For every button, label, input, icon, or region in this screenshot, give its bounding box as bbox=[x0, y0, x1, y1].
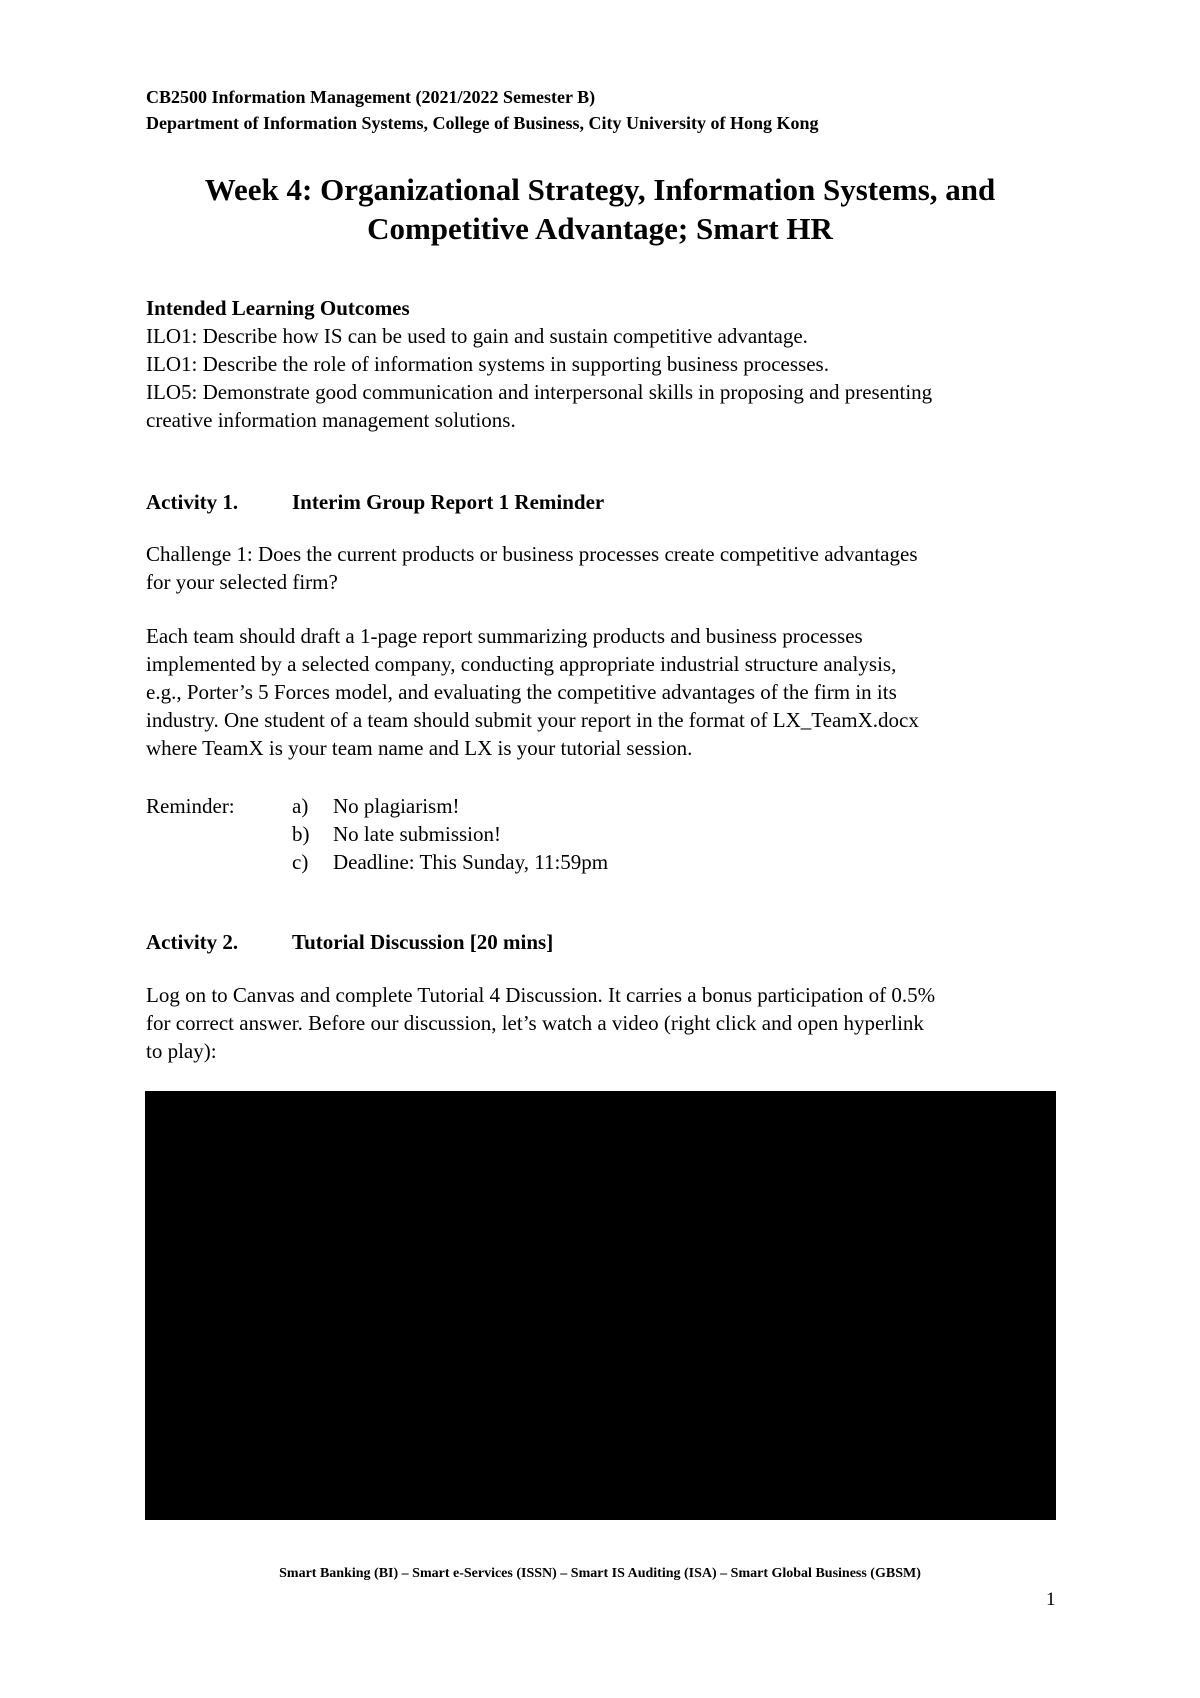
page-title-line-1: Week 4: Organizational Strategy, Information Systems, and bbox=[204, 172, 996, 207]
challenge-line: Challenge 1: Does the current products or business processes create competitive advantages bbox=[146, 542, 918, 566]
ilo-item: ILO1: Describe the role of information systems in supporting business processes. bbox=[146, 352, 829, 376]
reminder-item: No late submission! bbox=[333, 822, 501, 846]
ilo-item: ILO1: Describe how IS can be used to gain and sustain competitive advantage. bbox=[146, 324, 808, 348]
activity-2-paragraph-line: Log on to Canvas and complete Tutorial 4 Discussion. It carries a bonus participation of 0.5% bbox=[146, 983, 936, 1007]
page-number: 1 bbox=[1046, 1589, 1056, 1610]
activity-2-number: Activity 2. bbox=[146, 930, 239, 954]
reminder-label: Reminder: bbox=[146, 794, 235, 818]
activity-2-paragraph-line: to play): bbox=[146, 1039, 217, 1063]
challenge-line: for your selected firm? bbox=[146, 570, 338, 594]
embedded-video-player[interactable] bbox=[145, 1091, 1056, 1520]
reminder-marker: c) bbox=[292, 850, 309, 874]
activity-1-paragraph-line: industry. One student of a team should submit your report in the format of LX_TeamX.docx bbox=[146, 708, 919, 732]
activity-1-paragraph-line: where TeamX is your team name and LX is your tutorial session. bbox=[146, 736, 693, 760]
ilo-item: ILO5: Demonstrate good communication and interpersonal skills in proposing and presenting bbox=[146, 380, 933, 404]
ilo-item-continuation: creative information management solutions. bbox=[146, 408, 516, 432]
footer-programs: Smart Banking (BI) – Smart e-Services (ISSN) – Smart IS Auditing (ISA) – Smart Global Business (GBSM) bbox=[279, 1566, 921, 1581]
activity-2-title: Tutorial Discussion [20 mins] bbox=[292, 930, 554, 954]
activity-1-paragraph-line: e.g., Porter’s 5 Forces model, and evaluating the competitive advantages of the firm in its bbox=[146, 680, 897, 704]
activity-1-paragraph-line: Each team should draft a 1-page report summarizing products and business processes bbox=[146, 624, 863, 648]
activity-1-paragraph-line: implemented by a selected company, conducting appropriate industrial structure analysis, bbox=[146, 652, 897, 676]
reminder-item: No plagiarism! bbox=[333, 794, 460, 818]
activity-1-title: Interim Group Report 1 Reminder bbox=[292, 490, 605, 514]
reminder-marker: a) bbox=[292, 794, 309, 818]
activity-2-paragraph-line: for correct answer. Before our discussion, let’s watch a video (right click and open hyperlink bbox=[146, 1011, 924, 1035]
reminder-marker: b) bbox=[292, 822, 310, 846]
ilo-heading: Intended Learning Outcomes bbox=[146, 296, 410, 320]
page-title-line-2: Competitive Advantage; Smart HR bbox=[367, 211, 833, 246]
course-header: CB2500 Information Management (2021/2022 Semester B) bbox=[146, 87, 596, 107]
department-header: Department of Information Systems, College of Business, City University of Hong Kong bbox=[146, 113, 819, 133]
activity-1-number: Activity 1. bbox=[146, 490, 239, 514]
reminder-item: Deadline: This Sunday, 11:59pm bbox=[333, 850, 609, 874]
